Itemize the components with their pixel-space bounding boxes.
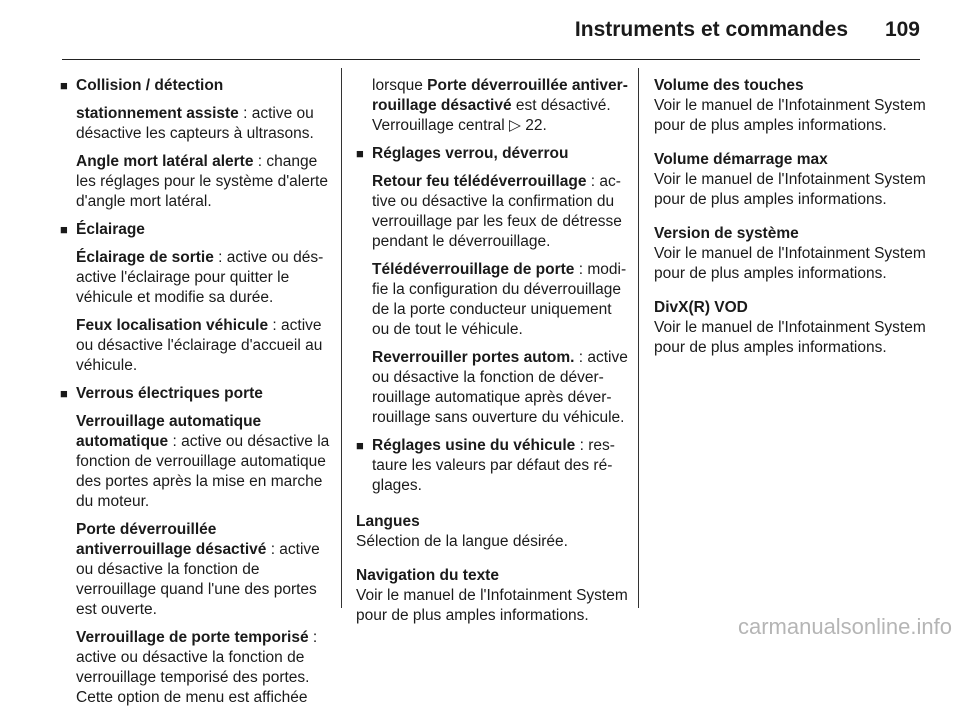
paragraph — [60, 520, 332, 620]
bullet-square-icon: ■ — [356, 438, 364, 453]
item-text: : active ou désactive l'éclairage pour quitter le véhicule et modifie sa durée. — [76, 249, 324, 306]
page-number: 109 — [884, 18, 920, 41]
page-reference[interactable]: 22. — [525, 117, 547, 134]
item-title: Retour feu télédéverrouillage — [372, 173, 587, 190]
bullet-square-icon: ■ — [60, 78, 68, 93]
section-version-systeme — [654, 224, 926, 284]
header-title: Instruments et commandes — [574, 18, 848, 41]
item-title: Angle mort latéral alerte — [76, 153, 254, 170]
section-title: Navigation du texte — [356, 567, 499, 584]
item-title: Réglages usine du véhicule — [372, 437, 576, 454]
section-title: Réglages verrou, déverrou — [372, 145, 569, 162]
item-title: Porte déverrouillée antiverrouillage désactivé — [372, 77, 628, 114]
bullet-square-icon: ■ — [60, 222, 68, 237]
item-text: : change les réglages pour le système d'alerte d'angle mort latéral. — [76, 153, 328, 210]
paragraph — [60, 628, 332, 708]
item-text: : active ou désactive la fonction de verrouillage temporisé des portes. Cette option de menu est affichée — [76, 629, 318, 706]
paragraph — [60, 104, 332, 144]
paragraph — [60, 248, 332, 308]
paragraph — [356, 348, 628, 428]
section-title: DivX(R) VOD — [654, 299, 748, 316]
bullet-collision — [60, 76, 332, 96]
item-title: Télédéverrouillage de porte — [372, 261, 575, 278]
column-2 — [356, 76, 628, 640]
column-divider-1 — [341, 68, 342, 608]
section-title: Collision / détection — [76, 77, 224, 94]
bullet-usine — [356, 436, 628, 496]
paragraph — [60, 316, 332, 376]
section-title: Version de système — [654, 225, 799, 242]
section-text: Voir le manuel de l'Infotainment System pour de plus amples informations. — [654, 171, 926, 208]
section-divx — [654, 298, 926, 358]
item-title: Verrouillage automatique — [76, 413, 262, 430]
item-text: : active ou désactive l'éclairage d'accueil au véhicule. — [76, 317, 323, 374]
paragraph — [60, 152, 332, 212]
column-1 — [60, 76, 332, 716]
section-title: Volume démarrage max — [654, 151, 828, 168]
section-volume-demarrage — [654, 150, 926, 210]
column-3 — [654, 76, 926, 372]
section-text: Voir le manuel de l'Infotainment System pour de plus amples informations. — [654, 245, 926, 282]
item-title: Éclairage de sortie — [76, 249, 214, 266]
item-title: Verrouillage de porte temporisé — [76, 629, 309, 646]
paragraph — [356, 76, 628, 136]
bullet-eclairage — [60, 220, 332, 240]
item-text: : active ou désactive la fonction de déverrouillage automatique après déverrouillage sans ouverture du véhicule. — [372, 349, 628, 426]
watermark: carmanualsonline.info — [737, 614, 952, 639]
bullet-verrous — [60, 384, 332, 404]
section-title: Volume des touches — [654, 77, 804, 94]
item-title: Feux localisation véhicule — [76, 317, 269, 334]
section-title: Langues — [356, 513, 420, 530]
item-title: Reverrouiller portes autom. — [372, 349, 575, 366]
section-langues — [356, 512, 628, 552]
section-text: Sélection de la langue désirée. — [356, 533, 568, 550]
section-text: Voir le manuel de l'Infotainment System pour de plus amples informations. — [356, 587, 628, 624]
column-divider-2 — [638, 68, 639, 608]
bullet-square-icon: ■ — [60, 386, 68, 401]
bullet-reglages — [356, 144, 628, 164]
paragraph — [356, 172, 628, 252]
item-text: est désactivé. Verrouillage central — [372, 97, 611, 134]
item-title: Porte déverrouillée antiverrouillage désactivé — [76, 521, 267, 558]
item-text: : modifie la configuration du déverrouillage de la porte conducteur uniquement ou de tout le véhicule. — [372, 261, 627, 338]
section-title: Verrous électriques porte — [76, 385, 263, 402]
item-title: automatique — [76, 433, 169, 450]
bullet-square-icon: ■ — [356, 146, 364, 161]
item-text: : active ou désactive la confirmation du verrouillage par les feux de détresse pendant le déverrouillage. — [372, 173, 622, 250]
item-text: : active ou désactive la fonction de verrouillage automatique des portes après la mise en marche du moteur. — [76, 433, 330, 510]
item-text: : active ou désactive les capteurs à ultrasons. — [76, 105, 314, 142]
page-reference-icon: ▷ — [509, 117, 526, 134]
section-text: Voir le manuel de l'Infotainment System pour de plus amples informations. — [654, 97, 926, 134]
section-navigation — [356, 566, 628, 626]
page-header — [0, 0, 960, 60]
paragraph — [356, 260, 628, 340]
header-rule — [62, 59, 920, 60]
section-volume-touches — [654, 76, 926, 136]
item-text: : active ou désactive la fonction de verrouillage quand l'une des portes est ouverte. — [76, 541, 320, 618]
item-text: lorsque — [372, 77, 428, 94]
section-title: Éclairage — [76, 221, 145, 238]
item-title: stationnement assiste — [76, 105, 239, 122]
paragraph — [60, 412, 332, 512]
section-text: Voir le manuel de l'Infotainment System pour de plus amples informations. — [654, 319, 926, 356]
item-text: : restaure les valeurs par défaut des réglages. — [372, 437, 615, 494]
